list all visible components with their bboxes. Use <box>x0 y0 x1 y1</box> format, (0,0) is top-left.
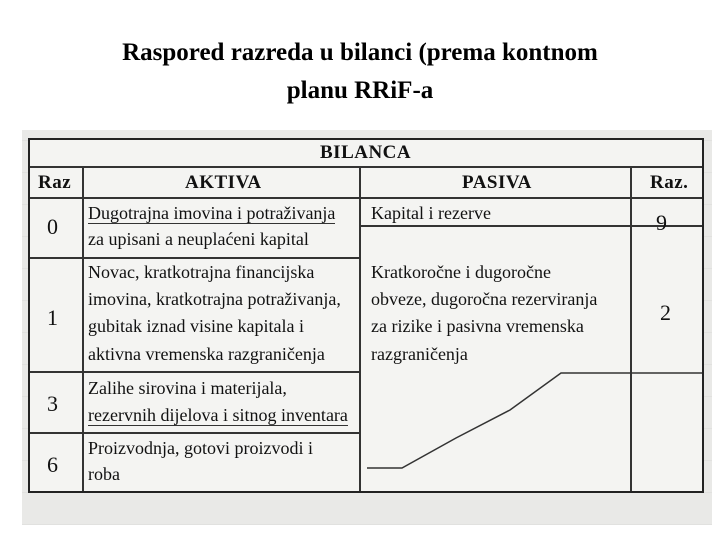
slide-title <box>0 34 720 110</box>
table-title: BILANCA <box>320 142 412 163</box>
slide-title-line-1: Raspored razreda u bilanci (prema kontnom <box>122 39 598 66</box>
aktiva-text-1-line-4: aktivna vremenska razgraničenja <box>88 344 325 364</box>
aktiva-text-0-line-1: Dugotrajna imovina i potraživanja <box>88 203 336 223</box>
pasiva-text-9-line-1: Kapital i rezerve <box>371 203 491 223</box>
pasiva-raz-2: 2 <box>660 300 671 325</box>
header-raz-left: Raz <box>38 172 72 193</box>
aktiva-text-6-line-2: roba <box>88 464 120 484</box>
aktiva-text-1-line-2: imovina, kratkotrajna potraživanja, <box>88 289 341 309</box>
pasiva-raz-9: 9 <box>656 210 667 235</box>
pasiva-text-2-line-2: obveze, dugoročna rezerviranja <box>371 289 598 309</box>
aktiva-text-3-line-2: rezervnih dijelova i sitnog inventara <box>88 405 348 425</box>
aktiva-text-0-line-2: za upisani a neuplaćeni kapital <box>88 229 309 249</box>
aktiva-raz-0: 0 <box>47 214 58 239</box>
aktiva-raz-1: 1 <box>47 305 58 330</box>
aktiva-text-3-line-1: Zalihe sirovina i materijala, <box>88 378 287 398</box>
header-pasiva: PASIVA <box>462 172 532 193</box>
balance-sheet-table <box>28 138 704 493</box>
pasiva-text-2-line-1: Kratkoročne i dugoročne <box>371 262 551 282</box>
aktiva-text-1-line-3: gubitak iznad visine kapitala i <box>88 316 304 336</box>
pasiva-text-2-line-4: razgraničenja <box>371 344 468 364</box>
pasiva-text-2-line-3: za rizike i pasivna vremenska <box>371 316 584 336</box>
aktiva-raz-3: 3 <box>47 391 58 416</box>
aktiva-text-6-line-1: Proizvodnja, gotovi proizvodi i <box>88 438 313 458</box>
header-aktiva: AKTIVA <box>185 172 262 193</box>
slide-title-line-2: planu RRiF-a <box>286 77 434 104</box>
header-raz-right: Raz. <box>650 172 689 193</box>
aktiva-raz-6: 6 <box>47 452 58 477</box>
aktiva-text-1-line-1: Novac, kratkotrajna financijska <box>88 262 315 282</box>
